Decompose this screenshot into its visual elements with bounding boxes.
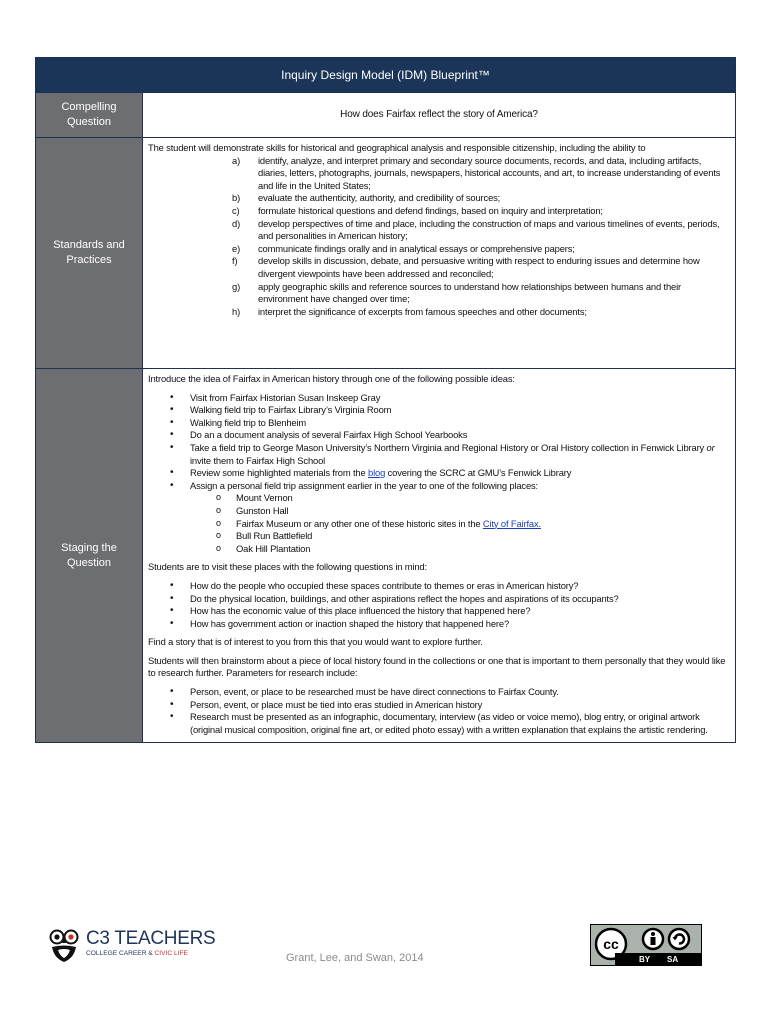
list-item: o Gunston Hall (216, 505, 729, 518)
brainstorm-text: Students will then brainstorm about a piece of local history found in the collections or one that is important to them personally that they would like to research further. Parameters for research include: (148, 654, 726, 679)
logo-subtitle-part: COLLEGE CAREER & (86, 950, 155, 957)
blog-link[interactable]: blog (368, 467, 386, 479)
standard-item (232, 155, 729, 193)
standard-marker: c) (232, 204, 240, 216)
logo-title: C3 TEACHERS (86, 928, 216, 949)
standard-text: formulate historical questions and defend findings, based on inquiry and interpretation; (258, 204, 603, 216)
staging-content (143, 369, 736, 743)
list-item: • Do the physical location, buildings, and other aspirations reflect the hopes and aspirations of its occupants? (170, 593, 729, 606)
list-item: • Walking field trip to Fairfax Library’s Virginia Room (170, 404, 729, 417)
places-list (190, 492, 729, 555)
item-text: Review some highlighted materials from the (190, 467, 369, 479)
standard-item (232, 218, 729, 243)
label-line: Compelling (61, 101, 117, 113)
label-line: Question (66, 556, 112, 569)
standard-marker: g) (232, 280, 241, 292)
standards-label (36, 138, 143, 369)
standards-content (143, 138, 736, 369)
label-line: Standards and (53, 239, 125, 251)
author-credit: Grant, Lee, and Swan, 2014 (286, 952, 424, 964)
compelling-question-text: How does Fairfax reflect the story of America? (143, 93, 736, 138)
blueprint-title: Inquiry Design Model (IDM) Blueprint™ (36, 58, 736, 93)
c3-teachers-logo (48, 928, 218, 964)
standards-list (148, 155, 729, 319)
find-story-text: Find a story that is of interest to you from this that you would want to explore further. (148, 636, 483, 648)
standard-marker: e) (232, 242, 241, 254)
standard-item (232, 306, 729, 319)
standard-item (232, 281, 729, 306)
questions-intro: Students are to visit these places with the following questions in mind: (148, 561, 427, 573)
list-item: o Bull Run Battlefield (216, 530, 729, 543)
list-item (170, 467, 729, 480)
list-item: o Oak Hill Plantation (216, 543, 729, 556)
standard-marker: h) (232, 305, 241, 317)
standard-text: evaluate the authenticity, authority, and credibility of sources; (258, 192, 501, 204)
standard-item (232, 243, 729, 256)
list-item: • How has the economic value of this place influenced the history that happened here? (170, 605, 729, 618)
svg-text:cc: cc (603, 936, 619, 952)
standard-marker: b) (232, 192, 241, 204)
list-item: • Do an a document analysis of several Fairfax High School Yearbooks (170, 429, 729, 442)
license-by: BY (639, 955, 651, 964)
standard-marker: f) (232, 255, 238, 267)
list-item (216, 518, 729, 531)
logo-subtitle-accent: CIVIC LIFE (154, 950, 188, 957)
standard-text: develop perspectives of time and place, including the construction of maps and various timelines of events, periods, and personalities in American history; (258, 217, 720, 242)
standard-marker: a) (232, 154, 241, 166)
item-text: covering the SCRC at GMU’s Fenwick Library (385, 467, 572, 479)
ideas-list (148, 392, 729, 556)
license-strip (615, 953, 701, 965)
standard-marker: d) (232, 217, 241, 229)
parameters-list (148, 686, 729, 736)
list-item: • Research must be presented as an infographic, documentary, interview (as video or voice memo), blog entry, or original artwork (original musical composition, original fine art, or edited photo essay) with a written explanation that explains the artistic rendering. (170, 711, 729, 736)
list-item: • How has government action or inaction shaped the history that happened here? (170, 618, 729, 631)
compelling-question-label (36, 93, 143, 138)
list-item: o Mount Vernon (216, 492, 729, 505)
item-text: Assign a personal field trip assignment earlier in the year to one of the following places: (190, 479, 539, 491)
label-line: Staging the (61, 541, 117, 554)
standard-item (232, 192, 729, 205)
staging-intro: Introduce the idea of Fairfax in American history through one of the following possible ideas: (148, 373, 515, 384)
list-item (170, 480, 729, 556)
staging-label (36, 369, 143, 743)
creative-commons-badge (590, 924, 702, 966)
city-of-fairfax-link[interactable]: City of Fairfax. (482, 517, 541, 529)
owl-icon (48, 928, 80, 964)
license-sa: SA (667, 955, 679, 964)
standard-text: develop skills in discussion, debate, and persuasive writing with respect to enduring issues and determine how divergent viewpoints have been addressed and reconciled; (258, 255, 700, 279)
item-text-emphasis: or (706, 441, 715, 453)
label-line: Question (66, 116, 112, 128)
list-item: • Person, event, or place to be researched must be have direct connections to Fairfax County. (170, 686, 729, 699)
item-text: Take a field trip to George Mason University’s Northern Virginia and Regional History or Oral History collection in Fenwick Library (190, 441, 707, 453)
questions-list (148, 580, 729, 630)
standard-text: interpret the significance of excerpts from famous speeches and other documents; (258, 305, 587, 317)
standards-intro: The student will demonstrate skills for historical and geographical analysis and responsible citizenship, including the ability to (148, 142, 646, 153)
standard-text: communicate findings orally and in analytical essays or comprehensive papers; (258, 242, 575, 254)
list-item: • Walking field trip to Blenheim (170, 417, 729, 430)
item-text: invite them to Fairfax High School (190, 454, 326, 466)
list-item: • Person, event, or place must be tied into eras studied in American history (170, 699, 729, 712)
item-text: Fairfax Museum or any other one of these historic sites in the (236, 517, 483, 529)
standard-item (232, 205, 729, 218)
list-item: • Visit from Fairfax Historian Susan Inskeep Gray (170, 392, 729, 405)
idm-blueprint-table (35, 57, 736, 743)
list-item: • How do the people who occupied these spaces contribute to themes or eras in American history? (170, 580, 729, 593)
standard-item (232, 255, 729, 280)
label-line: Practices (66, 254, 112, 266)
logo-subtitle (86, 950, 188, 957)
standard-text: apply geographic skills and reference sources to understand how relationships between humans and their environment have changed over time; (258, 280, 681, 305)
standard-text: identify, analyze, and interpret primary and secondary source documents, records, and data, including artifacts, diaries, letters, photographs, journals, newspapers, historical accounts, and art, to increase understanding of events and life in the United States; (258, 154, 721, 191)
list-item (170, 442, 729, 467)
